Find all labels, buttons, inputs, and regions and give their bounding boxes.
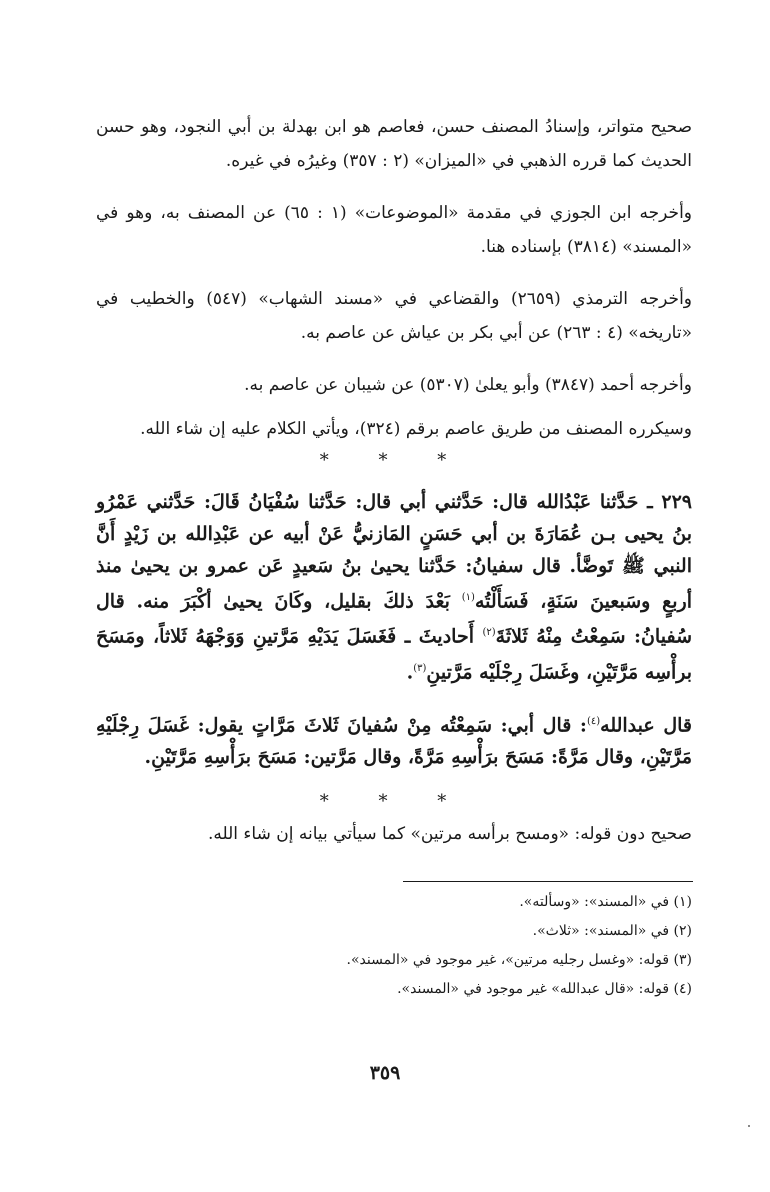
footnote-ref: (٢) — [482, 627, 496, 639]
footnotes — [96, 888, 692, 1004]
hadith-text-part: ٢٢٩ ـ حَدَّثنا عَبْدُالله قال: حَدَّثني أبي قال: حَدَّثنا سُفْيَانُ قَالَ: حَدَّثني عَمْرُو بنُ يحيى بـن عُمَارَةَ بن أبي حَسَنٍ المَازنيُّ عَنْ أبيه عن عَبْدِالله بن زَيْدٍ أَنَّ النبي ﷺ تَوضَّأ. قال سفيانُ: حَدَّثنا يحيىٰ بنُ سَعيدٍ عَن عمرو بن يحيىٰ منذ أربعٍ وسَبعينَ سَنَةٍ، فَسَأَلْتُه — [96, 491, 692, 613]
hadith-text-part: . — [406, 660, 414, 683]
footnote: (٣) قوله: «وغسل رجليه مرتين»، غير موجود في «المسند». — [346, 952, 692, 968]
footnote: (١) في «المسند»: «وسألته». — [519, 894, 692, 910]
grading-note: صحيح دون قوله: «ومسح برأسه مرتين» كما سيأتي بيانه إن شاء الله. — [207, 824, 692, 845]
commentary-paragraph: وأخرجه ابن الجوزي في مقدمة «الموضوعات» (١ : ٦٥) عن المصنف به، وهو في «المسند» (٣٨١٤) بإسناده هنا. — [96, 203, 692, 257]
footnote-ref: (٣) — [413, 662, 427, 674]
main-text — [96, 110, 692, 869]
section-separator: * * * — [319, 450, 469, 471]
margin-mark — [748, 1125, 750, 1127]
hadith-text — [96, 486, 692, 688]
commentary-paragraph: صحيح متواتر، وإسنادُ المصنف حسن، فعاصم هو ابن بهدلة بن أبي النجود، وهو حسن الحديث كما قرره الذهبي في «الميزان» (٢ : ٣٥٧) وغيرُه في غيره. — [96, 117, 692, 171]
abdullah-note-part: قال عبدالله — [600, 714, 692, 737]
footnote: (٤) قوله: «قال عبدالله» غير موجود في «المسند». — [397, 981, 692, 997]
section-separator: * * * — [319, 791, 469, 813]
footnote-divider — [403, 881, 693, 882]
hadith-text-part: بَعْدَ ذلكَ بقليل، وكَانَ يحيىٰ أكْبَرَ منه. قال سُفيانُ: سَمِعْتُ مِنْهُ ثَلاثَةَ — [96, 590, 692, 648]
footnote-ref: (١) — [461, 592, 475, 603]
footnote-ref: (٤) — [586, 715, 601, 727]
hadith-text-part: أَحاديثَ ـ فَغَسَلَ يَدَيْهِ مَرَّتينِ وَوَجْهَهُ ثَلاثاً، ومَسَحَ برأْسِه مَرَّتَيْنِ، وغَسَلَ رِجْلَيْه مَرَّتينِ — [96, 625, 692, 683]
commentary-paragraph: وسيكرره المصنف من طريق عاصم برقم (٣٢٤)، ويأتي الكلام عليه إن شاء الله. — [140, 419, 692, 439]
commentary-paragraph: وأخرجه الترمذي (٢٦٥٩) والقضاعي في «مسند الشهاب» (٥٤٧) والخطيب في «تاريخه» (٤ : ٢٦٣) عن أبي بكر بن عياش عن عاصم به. — [96, 289, 692, 343]
commentary-paragraph: وأخرجه أحمد (٣٨٤٧) وأبو يعلىٰ (٥٣٠٧) عن شيبان عن عاصم به. — [244, 375, 692, 395]
page-number: ٣٥٩ — [369, 1062, 401, 1084]
footnote: (٢) في «المسند»: «ثلاث». — [532, 923, 692, 939]
abdullah-note-part: : قال أبي: سَمِعْتُه مِنْ سُفيانَ ثَلاثَ مَرَّاتٍ يقول: غَسَلَ رِجْلَيْهِ مَرَّتَيْنِ، وقال مَرَّةً: مَسَحَ برَأْسِهِ مَرَّةً، وقال مَرَّتين: مَسَحَ برَأْسِهِ مَرَّتَيْنِ. — [96, 714, 692, 769]
abdullah-note — [96, 706, 692, 773]
